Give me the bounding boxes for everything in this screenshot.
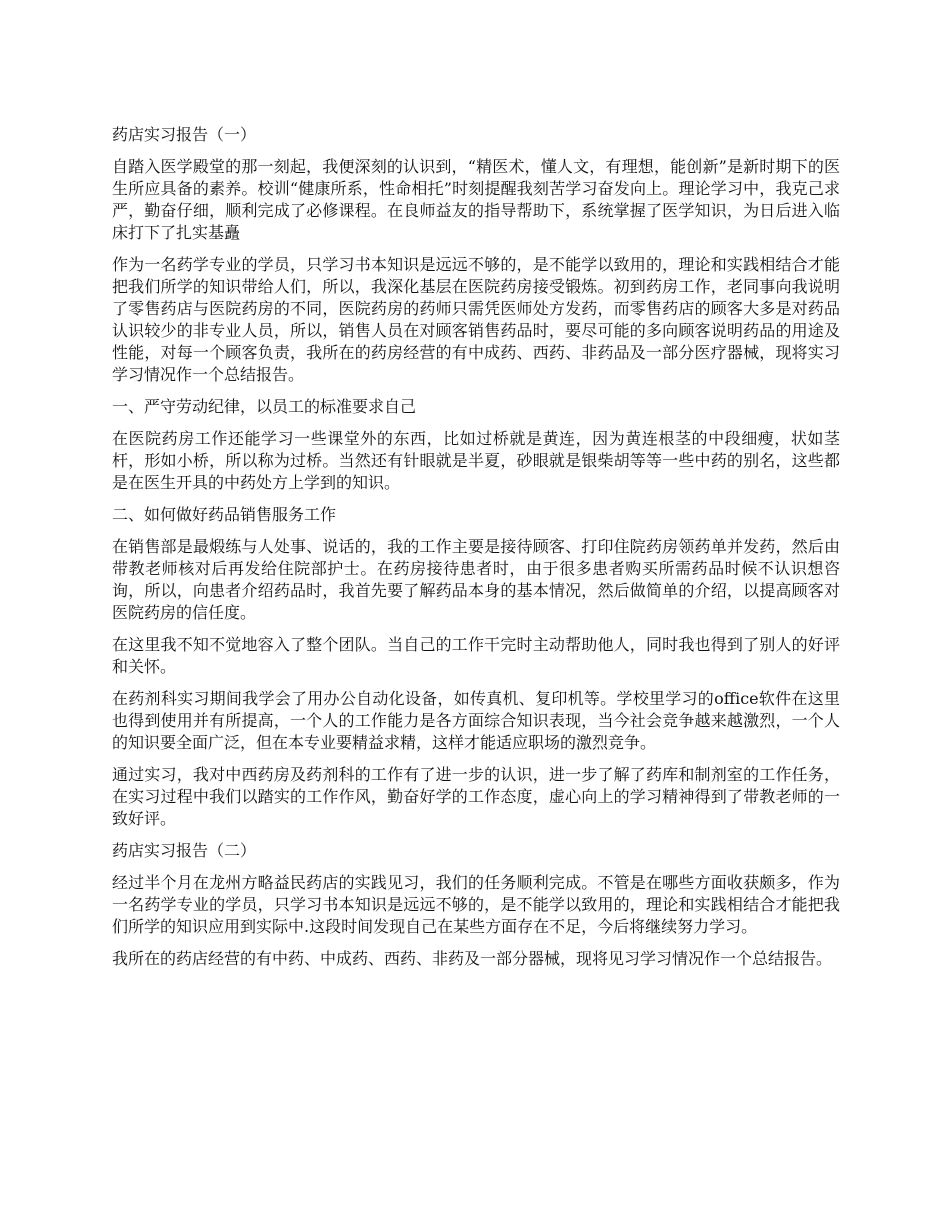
- section-heading-sales-service: 二、如何做好药品销售服务工作: [112, 505, 337, 524]
- paragraph: 我所在的药店经营的有中药、中成药、西药、非药及一部分器械，现将见习学习情况作一个总结报告。: [112, 949, 833, 968]
- paragraph: 在医院药房工作还能学习一些课堂外的东西，比如过桥就是黄连，因为黄连根茎的中段细瘦，状如茎杆，形如小桥，所以称为过桥。当然还有针眼就是半夏，砂眼就是银柴胡等等一些中药的别名，这些都是在医生开具的中药处方上学到的知识。: [112, 429, 840, 492]
- section-heading-report-2: 药店实习报告（二）: [112, 841, 257, 860]
- paragraph: 在销售部是最煅练与人处事、说话的，我的工作主要是接待顾客、打印住院药房领药单并发药，然后由带教老师核对后再发给住院部护士。在药房接待患者时，由于很多患者购买所需药品时候不认识想咨询，所以，向患者介绍药品时，我首先要了解药品本身的基本情况，然后做简单的介绍，以提高顾客对医院药房的信任度。: [112, 537, 840, 622]
- paragraph: 通过实习，我对中西药房及药剂科的工作有了进一步的认识，进一步了解了药库和制剂室的工作任务，在实习过程中我们以踏实的工作作风，勤奋好学的工作态度，虚心向上的学习精神得到了带教老师的一致好评。: [112, 765, 840, 828]
- paragraph: 自踏入医学殿堂的那一刻起，我便深刻的认识到，“精医术，懂人文，有理想，能创新”是新时期下的医生所应具备的素养。校训“健康所系，性命相托”时刻提醒我刻苦学习奋发向上。理论学习中，我克己求严，勤奋仔细，顺利完成了必修课程。在良师益友的指导帮助下，系统掌握了医学知识，为日后进入临床打下了扎实基矗: [112, 157, 840, 242]
- paragraph: 经过半个月在龙州方略益民药店的实践见习，我们的任务顺利完成。不管是在哪些方面收获颇多，作为一名药学专业的学员，只学习书本知识是远远不够的，是不能学以致用的，理论和实践相结合才能把我们所学的知识应用到实际中.这段时间发现自己在某些方面存在不足，今后将继续努力学习。: [112, 873, 840, 936]
- paragraph: 在这里我不知不觉地容入了整个团队。当自己的工作干完时主动帮助他人，同时我也得到了别人的好评和关怀。: [112, 635, 840, 676]
- paragraph: 作为一名药学专业的学员，只学习书本知识是远远不够的，是不能学以致用的，理论和实践相结合才能把我们所学的知识带给人们，所以，我深化基层在医院药房接受锻炼。初到药房工作，老同事向我说明了零售药店与医院药房的不同，医院药房的药师只需凭医师处方发药，而零售药店的顾客大多是对药品认识较少的非专业人员，所以，销售人员在对顾客销售药品时，要尽可能的多向顾客说明药品的用途及性能，对每一个顾客负责，我所在的药房经营的有中成药、西药、非药品及一部分医疗器械，现将实习学习情况作一个总结报告。: [112, 255, 840, 384]
- document-page: [112, 124, 840, 980]
- section-heading-report-1: 药店实习报告（一）: [112, 125, 257, 144]
- paragraph: 在药剂科实习期间我学会了用办公自动化设备，如传真机、复印机等。学校里学习的office软件在这里也得到使用并有所提高，一个人的工作能力是各方面综合知识表现，当今社会竞争越来越激烈，一个人的知识要全面广泛，但在本专业要精益求精，这样才能适应职场的激烈竞争。: [112, 689, 840, 752]
- section-heading-discipline: 一、严守劳动纪律，以员工的标准要求自己: [112, 397, 417, 416]
